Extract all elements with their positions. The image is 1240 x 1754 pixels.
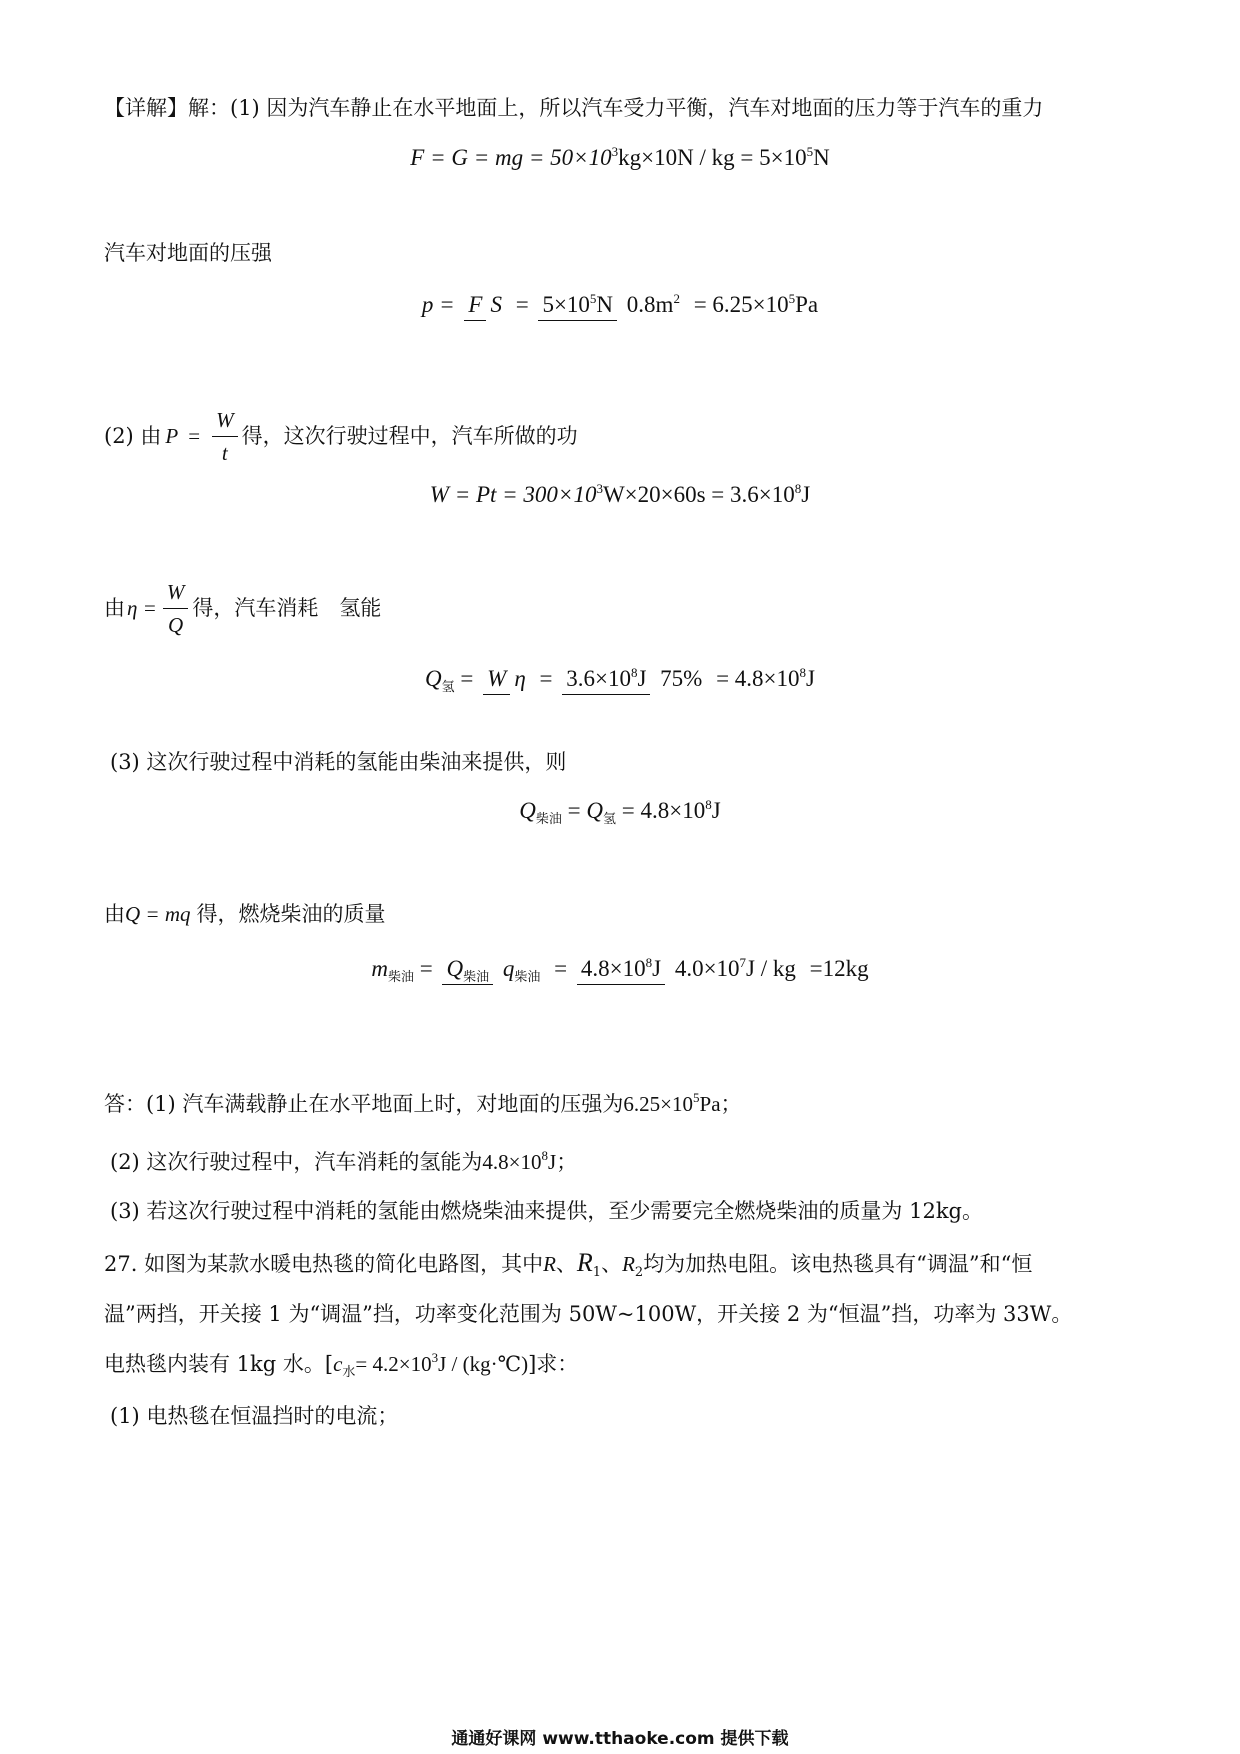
equation-force: F = G = mg = $50\times 10^3kg\times 10N$ / kg = $5\times 10^5N$ — [410, 143, 830, 170]
equation-hydrogen-energy: $Q_氢 = W$ $\eta = 3.6\times 10^8J$ $75\% = 4.8\times 10^8J$ — [425, 664, 815, 694]
page-footer: 通通好课网 www.tthaoke.com 提供下载 — [451, 1729, 789, 1749]
equation-diesel-energy: $Q_{柴油} = Q_氢 = 4.8\times 10^8J$ — [519, 796, 721, 826]
equation-diesel-mass: $m_{柴油} = Q_{柴油}$ $q_{柴油} = 4.8\times 10^8J$ $4.0\times 10^7J$ / kg =12kg — [371, 954, 869, 984]
efficiency-intro: 由 η = $\frac{W}{Q}$ 得，汽车消耗 氢能 — [104, 579, 382, 637]
q27-line1: 27. 如图为某款水暖电热毯的简化电路图，其中R、$R_1$、$R_2$均为加热电阻。该电热毯具有“调温”和“恒 — [104, 1248, 1033, 1280]
equation-work: $W = Pt = 300\times 10^3W\times 20\times 60s = 3.6\times 10^8J$ — [429, 480, 811, 507]
answer-1: 答：(1) 汽车满载静止在水平地面上时，对地面的压强为$6.25\times 10^5Pa$； — [104, 1090, 742, 1116]
part2-intro: (2) 由 P = $\frac{W}{t}$ 得，这次行驶过程中，汽车所做的功 — [104, 407, 578, 465]
answer-3: (3) 若这次行驶过程中消耗的氢能由燃烧柴油来提供，至少需要完全燃烧柴油的质量为 12kg。 — [110, 1199, 983, 1223]
equation-pressure: p = F $S = 5\times 10^5N$ $0.8m^2 = 6.25\times 10^5Pa$ — [0, 290, 1240, 318]
mass-intro: 由Q = mq 得，燃烧柴油的质量 — [104, 902, 386, 926]
pressure-label: 汽车对地面的压强 — [104, 241, 272, 265]
part3-intro: (3) 这次行驶过程中消耗的氢能由柴油来提供，则 — [110, 750, 567, 774]
q27-subquestion-1: (1) 电热毯在恒温挡时的电流； — [110, 1404, 399, 1428]
answer-2: (2) 这次行驶过程中，汽车消耗的氢能为$4.8\times 10^8J$； — [110, 1148, 578, 1174]
q27-line3: 电热毯内装有 1kg 水。[$c_水= 4.2\times 10^3J$ / (kg·℃)]求： — [104, 1350, 579, 1380]
solution-intro: 【详解】解：(1) 因为汽车静止在水平地面上，所以汽车受力平衡，汽车对地面的压力等于汽车的重力 — [104, 96, 1044, 120]
q27-line2: 温”两挡，开关接 1 为“调温”挡，功率变化范围为 50W~100W，开关接 2 为“恒温”挡，功率为 33W。 — [104, 1302, 1073, 1326]
